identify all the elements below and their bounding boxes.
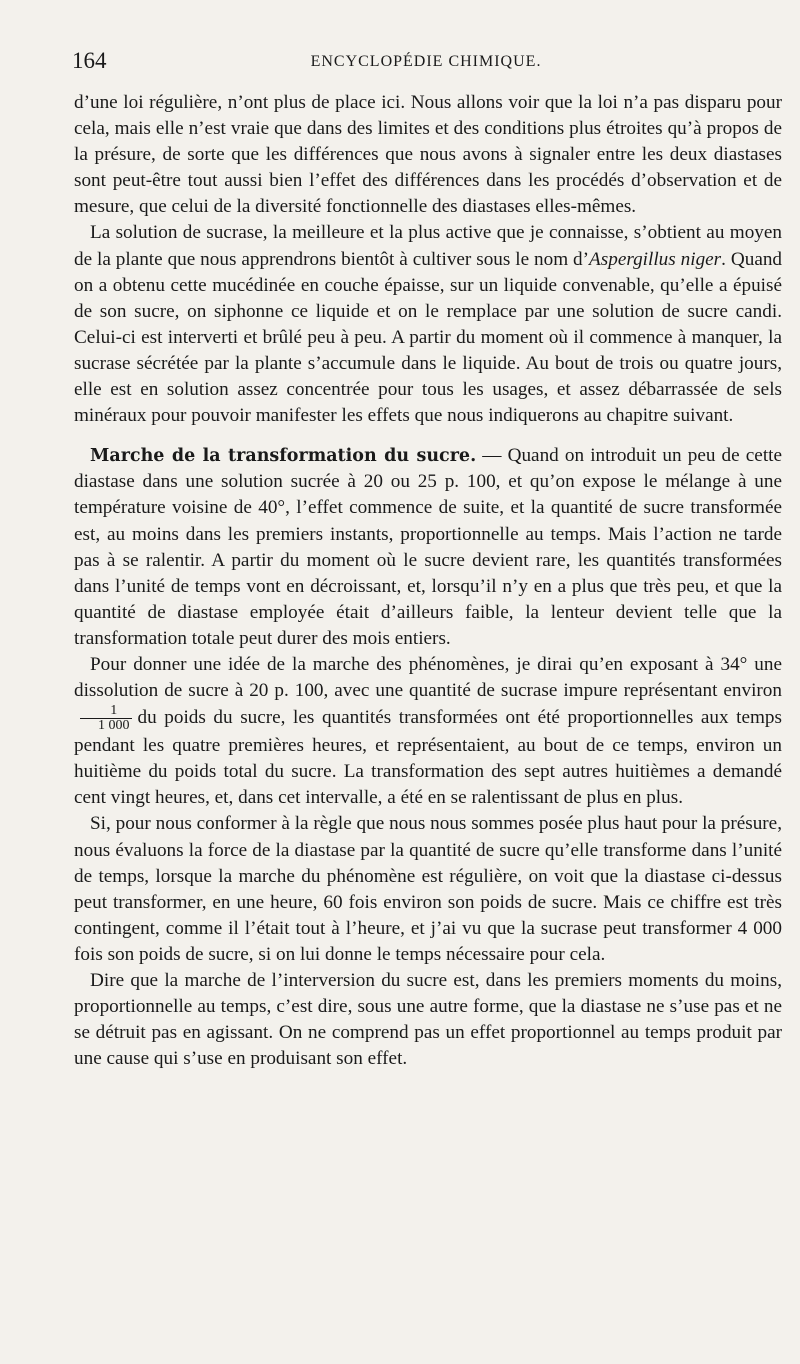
- page-header: [72, 48, 780, 78]
- paragraph-4: [74, 652, 782, 811]
- section-title: Marche de la transformation du sucre.: [90, 446, 477, 467]
- paragraph-2: [74, 220, 782, 429]
- paragraph-5: Si, pour nous conformer à la règle que nous nous sommes posée plus haut pour la présure, nous évaluons la force de la diastase par la quantité de sucre qu’elle transforme dans l’unité de temps, lorsque la marche du phénomène est régulière, on voit que la diastase ci-dessus peut transformer, en une heure, 60 fois environ son poids de sucre. Mais ce chiffre est très contingent, comme il l’était tout à l’heure, et j’ai vu que la sucrase peut transformer 4 000 fois son poids de sucre, si on lui donne le temps nécessaire pour cela.: [74, 813, 782, 965]
- species-name: Aspergillus niger: [589, 248, 722, 270]
- paragraph-4-text-end: du poids du sucre, les quantités transformées ont été proportionnelles aux temps pendant les quatre premières heures, et représentaient, au bout de ce temps, environ un huitième du poids total du sucre. La transformation des sept autres huitièmes a demandé cent vingt heures, et, dans cet intervalle, a été en se ralentissant de plus en plus.: [74, 707, 782, 809]
- paragraph-1: d’une loi régulière, n’ont plus de place ici. Nous allons voir que la loi n’a pas disparu pour cela, mais elle n’est vraie que dans des limites et des conditions plus étroites qu’à propos de la présure, de sorte que les différences que nous avons à signaler entre les deux diastases sont peut-être tout aussi bien l’effet des différences dans les procédés d’observation et de mesure, que celui de la diversité fonctionnelle des diastases elles-mêmes.: [74, 92, 782, 218]
- fraction: [80, 704, 132, 733]
- fraction-denominator: 1 000: [98, 718, 130, 734]
- paragraph-3-text: — Quand on introduit un peu de cette diastase dans une solution sucrée à 20 ou 25 p. 100, et qu’on expose le mélange à une température voisine de 40°, l’effet commence de suite, et la quantité de sucre transformée est, au moins dans les premiers instants, proportionnelle au temps. Mais l’action ne tarde pas à se ralentir. A partir du moment où le sucre devient rare, les quantités transformées dans l’unité de temps vont en décroissant, et, lorsqu’il n’y en a plus que très peu, et que la quantité de diastase employée était d’ailleurs faible, la lenteur devient telle que la transformation totale peut durer des mois entiers.: [74, 445, 782, 649]
- running-title: ENCYCLOPÉDIE CHIMIQUE.: [310, 53, 542, 70]
- page-number: 164: [72, 48, 107, 73]
- body-text: [74, 90, 782, 1072]
- paragraph-6: Dire que la marche de l’interversion du sucre est, dans les premiers moments du moins, proportionnelle au temps, c’est dire, sous une autre forme, que la diastase ne s’use pas et ne se détruit pas en agissant. On ne comprend pas un effet proportionnel au temps produit par une cause qui s’use en produisant son effet.: [74, 970, 782, 1070]
- fraction-numerator: 1: [80, 704, 132, 719]
- paragraph-4-text-start: Pour donner une idée de la marche des phénomènes, je dirai qu’en exposant à 34° une dissolution de sucre à 20 p. 100, avec une quantité de sucrase impure représentant environ: [74, 653, 782, 702]
- paragraph-3: [74, 443, 782, 652]
- paragraph-2-text-start: La solution de sucrase, la meilleure et la plus active que je connaisse, s’obtient au moyen de la plante que nous apprendrons bientôt à cultiver sous le nom d’: [74, 222, 782, 270]
- paragraph-2-text-end: . Quand on a obtenu cette mucédinée en couche épaisse, sur un liquide convenable, qu’elle a épuisé de son sucre, on siphonne ce liquide et on le remplace par une solution de sucre candi. Celui-ci est interverti et brûlé peu à peu. A partir du moment où il commence à manquer, la sucrase sécrétée par la plante s’accumule dans le liquide. Au bout de trois ou quatre jours, elle est en solution assez concentrée pour tous les usages, et assez débarrassée de sels minéraux pour pouvoir manifester les effets que nous indiquerons au chapitre suivant.: [74, 248, 783, 427]
